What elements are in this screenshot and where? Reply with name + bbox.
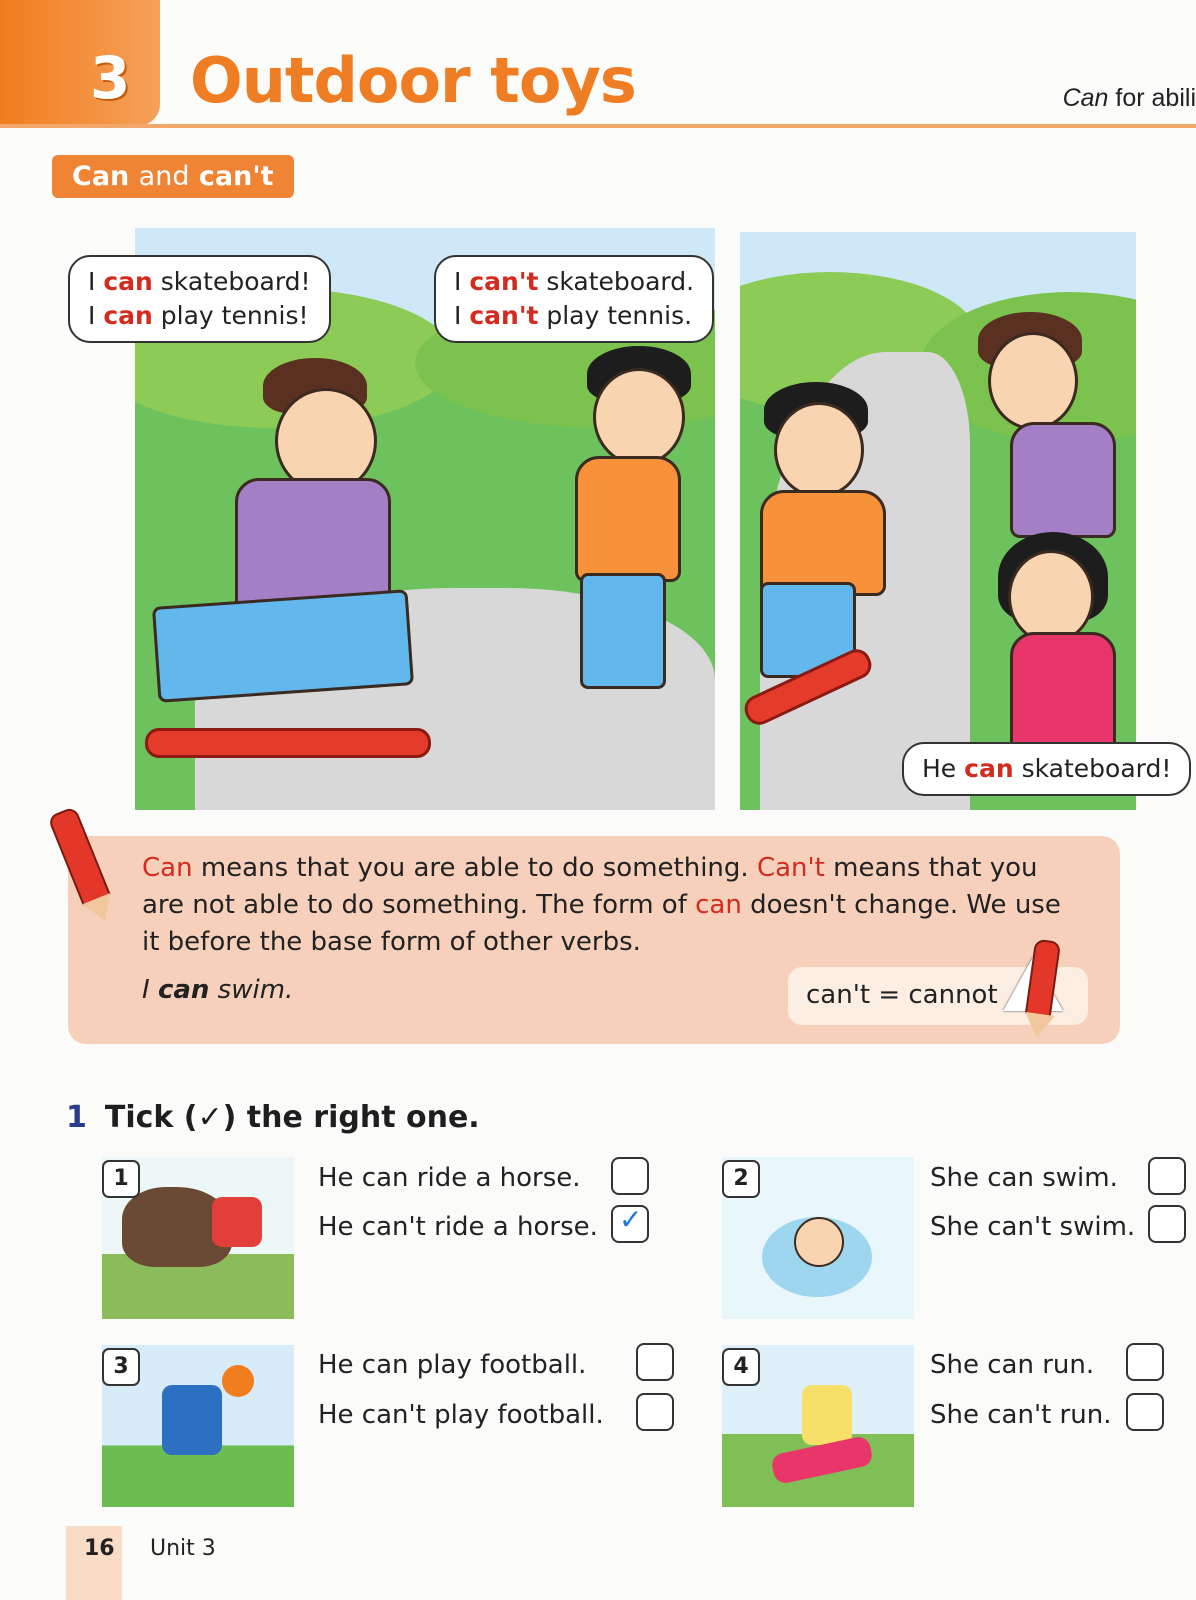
player-shape	[162, 1385, 222, 1455]
option-text: She can swim.	[930, 1163, 1118, 1193]
option-text: She can run.	[930, 1350, 1095, 1380]
answer-checkbox[interactable]	[1126, 1343, 1164, 1381]
bubble-text: skateboard!	[152, 267, 311, 296]
item-number: 1	[102, 1160, 140, 1198]
bubble-line	[454, 265, 694, 299]
answer-checkbox[interactable]	[1126, 1393, 1164, 1431]
section-tag-can: Can	[72, 161, 130, 192]
skateboard	[145, 728, 431, 758]
exercise-heading	[66, 1100, 480, 1135]
item-number: 2	[722, 1160, 760, 1198]
head	[593, 368, 685, 466]
exercise-instruction: Tick (✓) the right one.	[104, 1100, 480, 1135]
bubble-text: play tennis.	[538, 300, 693, 330]
bubble-text: play tennis!	[152, 300, 309, 330]
swimmer-head	[794, 1217, 844, 1267]
speech-bubble-3	[902, 742, 1191, 796]
bubble-text: I	[454, 267, 470, 296]
subject-keyword: Can	[1062, 84, 1109, 112]
footer-unit-label: Unit 3	[150, 1536, 216, 1561]
answer-checkbox[interactable]	[611, 1205, 649, 1243]
bubble-text: skateboard.	[538, 267, 695, 296]
item-number: 3	[102, 1348, 140, 1386]
ball-shape	[222, 1365, 254, 1397]
tick-mark-icon: ✓	[619, 1203, 643, 1236]
shirt	[1010, 632, 1116, 758]
grammar-subject	[1063, 84, 1196, 113]
option-text: She can't swim.	[930, 1212, 1136, 1242]
shirt	[575, 456, 681, 582]
section-tag-cant: can't	[198, 161, 274, 192]
page-number: 16	[84, 1536, 115, 1561]
option-text: He can't ride a horse.	[318, 1212, 598, 1242]
unit-tab	[0, 0, 160, 126]
head	[1008, 550, 1094, 644]
header-rule	[0, 124, 1196, 128]
grammar-text: means that you are able to do something.	[192, 853, 757, 883]
grammar-text: means that you are not able to do something. The form of	[142, 853, 1038, 920]
jeans	[152, 589, 414, 703]
answer-checkbox[interactable]	[636, 1343, 674, 1381]
note-text: can't = cannot	[806, 980, 998, 1010]
keyword: can	[103, 267, 153, 296]
answer-checkbox[interactable]	[611, 1157, 649, 1195]
speech-bubble-1	[68, 255, 331, 343]
grammar-text: doesn't change. We use it before the base form of other verbs.	[142, 890, 1061, 957]
page-title: Outdoor toys	[190, 44, 636, 117]
option-text: He can ride a horse.	[318, 1163, 581, 1193]
rider-shape	[212, 1197, 262, 1247]
head	[988, 332, 1078, 430]
shirt	[1010, 422, 1116, 538]
keyword: Can't	[756, 853, 825, 883]
bubble-text: I	[454, 300, 470, 330]
unit-number: 3	[90, 44, 131, 112]
keyword: can	[964, 754, 1014, 783]
bubble-line	[88, 299, 311, 333]
keyword: Can	[142, 853, 193, 883]
keyword: can	[695, 890, 742, 920]
bubble-line	[454, 299, 694, 333]
bubble-text: I	[88, 300, 104, 330]
grammar-example	[142, 975, 293, 1005]
answer-checkbox[interactable]	[1148, 1157, 1186, 1195]
example-text: I	[142, 975, 158, 1005]
example-text: swim.	[209, 975, 294, 1005]
grammar-explanation	[142, 850, 1062, 961]
keyword: can't	[469, 267, 539, 296]
page-header	[0, 0, 1196, 130]
section-tag	[52, 155, 294, 198]
item-number: 4	[722, 1348, 760, 1386]
exercise-number: 1	[66, 1100, 87, 1135]
bubble-line	[88, 265, 311, 299]
runner-shape	[802, 1385, 852, 1445]
option-text: He can't play football.	[318, 1400, 604, 1430]
section-tag-and: and	[138, 161, 190, 192]
head	[774, 402, 864, 498]
shirt	[760, 490, 886, 596]
example-keyword: can	[157, 975, 210, 1005]
bubble-text: He	[922, 754, 965, 783]
jeans	[580, 573, 666, 689]
option-text: He can play football.	[318, 1350, 587, 1380]
bubble-text: skateboard!	[1013, 754, 1172, 783]
answer-checkbox[interactable]	[1148, 1205, 1186, 1243]
speech-bubble-2	[434, 255, 714, 343]
option-text: She can't run.	[930, 1400, 1112, 1430]
bubble-text: I	[88, 267, 104, 296]
keyword: can't	[469, 300, 539, 330]
keyword: can	[103, 300, 153, 330]
answer-checkbox[interactable]	[636, 1393, 674, 1431]
comic-panel-2	[740, 232, 1136, 810]
subject-rest: for abili	[1115, 84, 1196, 112]
